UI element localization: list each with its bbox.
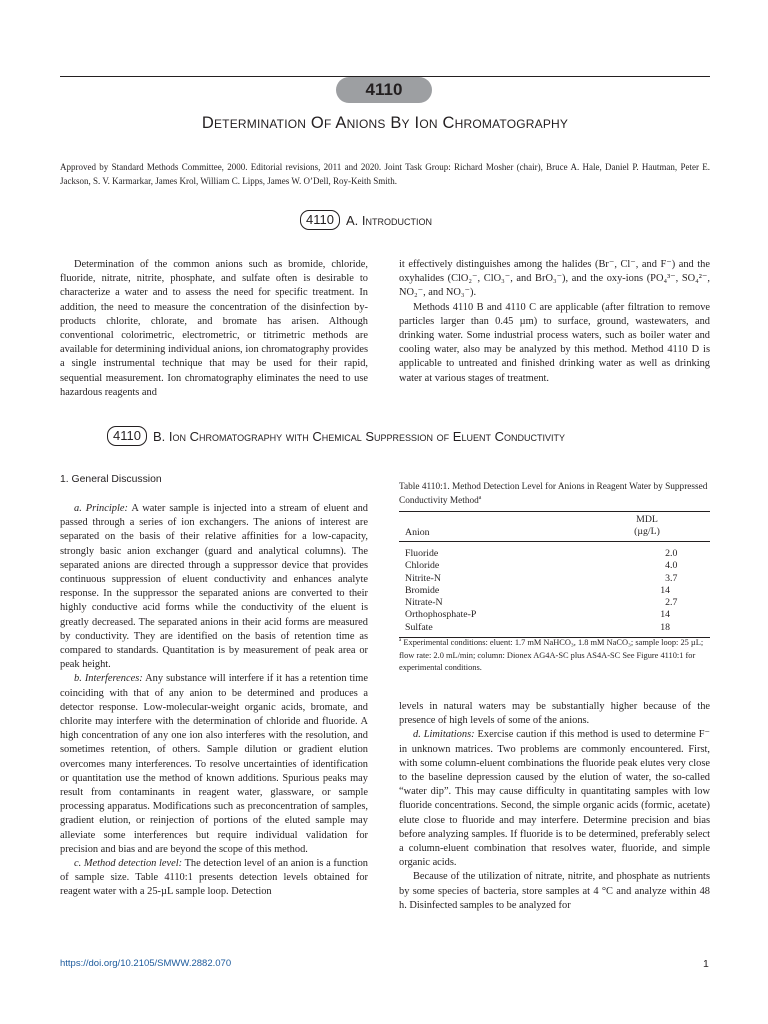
- table-footnote: [399, 637, 710, 675]
- doi-link[interactable]: https://doi.org/10.2105/SMWW.2882.070: [60, 958, 232, 969]
- interferences-label: b. Interferences:: [74, 673, 143, 685]
- principle-text: A water sample is injected into a stream of eluent and passed through a series of ion exchangers. The anions of interest are separated on the basis of their relative affinities for a low-capacity, strongly basic anion exchanger (guard and analytical columns). The separated anions are directed through a suppressor device that provides continuous suppression of eluent conductivity and enhances analyte response. In the suppressor the separated anions are converted to their highly conductive acid forms while the conductivity of the eluent is greatly decreased. The separated anions in their acid forms are measured by conductivity. They are identified on the basis of retention time as compared to standards. Quantitation is by measurement of peak area or peak height.: [60, 503, 368, 671]
- intro-applicability-paragraph: Methods 4110 B and 4110 C are applicable (after filtration to remove particles larger than 0.45 µm) to surface, ground, wastewaters, and drinking water. Some industrial process waters, such as boiler water and cooling water, also may be analyzed by this method. Method 4110 D is applicable to untreated and finished drinking water as well as drinking water at various stages of treatment.: [399, 301, 710, 384]
- section-a-title: A. Introduction: [345, 212, 432, 228]
- table-row: [399, 548, 710, 560]
- mdl-value: [629, 597, 683, 609]
- col-anion-header: Anion: [405, 527, 430, 538]
- mdl-value-int: 2: [665, 597, 670, 609]
- limitations-paragraph: [399, 728, 710, 870]
- detection-levels-continuation: levels in natural waters may be substantially higher because of the presence of high levels of some of the anions.: [399, 701, 710, 727]
- mdl-value: [629, 560, 683, 572]
- intro-ions-paragraph: it effectively distinguishes among the halides (Br⁻, Cl⁻, and F⁻) and the oxyhalides (ClO₂⁻, ClO₃⁻, and BrO₃⁻), and the oxy-ions (PO₄³⁻, SO₄²⁻, NO₂⁻, and NO₃⁻).: [399, 259, 710, 299]
- col-mdl-header: [619, 514, 675, 538]
- table-title-text: Table 4110:1. Method Detection Level for Anions in Reagent Water by Suppressed Conductivity Method: [399, 482, 708, 506]
- table-row: [399, 622, 710, 634]
- method-number-badge: 4110: [336, 77, 432, 103]
- mdl-table: [399, 511, 710, 638]
- principle-paragraph: [60, 502, 368, 672]
- mdl-value-int: 2: [665, 548, 670, 559]
- mdl-value-dec: .0: [670, 548, 678, 559]
- section-a-number: 4110: [300, 210, 340, 230]
- mdl-value-dec: .0: [670, 560, 678, 572]
- intro-paragraph: Determination of the common anions such as bromide, chloride, fluoride, nitrate, nitrite, phosphate, and sulfate often is desirable to characterize a water and to assess the need for specific treatment. In addition, the need to measure the concentration of the disinfection by-products chlorite, chlorate, and bromate has arisen. Although conventional colorimetric, electrometric, or titrimetric methods are available for determining individual anions, ion chromatography provides a single instrumental technique that may be used for their rapid, sequential measurement. Ion chromatography eliminates the need to use hazardous reagents and: [60, 259, 368, 398]
- intro-right-column: [399, 258, 710, 386]
- mdl-label: c. Method detection level:: [74, 858, 183, 870]
- table-body: [399, 542, 710, 637]
- page-number: 1: [703, 958, 709, 970]
- table-row: [399, 585, 710, 597]
- section-b-number: 4110: [107, 426, 147, 446]
- general-discussion-right-column: [399, 700, 710, 913]
- mdl-text: The detection level of an anion is a function of sample size. Table 4110:1 presents detection levels obtained for reagent water with a 25-µL sample loop. Detection: [60, 858, 368, 898]
- principle-label: a. Principle:: [74, 503, 128, 514]
- mdl-value: [629, 585, 683, 597]
- mdl-value: [629, 622, 683, 634]
- limitations-label: d. Limitations:: [413, 729, 475, 741]
- table-header: [399, 512, 710, 541]
- anion-name: Orthophosphate-P: [405, 609, 477, 621]
- col-mdl-label: MDL: [636, 514, 658, 525]
- anion-name: Sulfate: [405, 621, 433, 633]
- table-row: [399, 609, 710, 621]
- anion-name: Fluoride: [405, 548, 439, 559]
- nutrients-paragraph: Because of the utilization of nitrate, nitrite, and phosphate as nutrients by some species of bacteria, store samples at 4 °C and analyze within 48 h. Disinfected samples to be analyzed for: [399, 871, 710, 911]
- table-footnote-text: Experimental conditions: eluent: 1.7 mM NaHCO₃, 1.8 mM NaCO₃; sample loop: 25 µL; flow rate: 2.0 mL/min; column: Dionex AG4A-SC plus AS4A-SC See Figure 4110:1 for experimental conditions.: [399, 638, 704, 672]
- mdl-value-dec: .7: [670, 597, 678, 609]
- mdl-value-int: 4: [665, 560, 670, 572]
- mdl-value-dec: .7: [670, 572, 678, 584]
- interferences-text: Any substance will interfere if it has a retention time coinciding with that of any anion to be determined and produces a detector response. Low-molecular-weight organic acids, bromate, and chlorite may interfere with the determination of chloride and fluoride. A high concentration of any one ion also interferes with the resolution, and sometimes retention, of others. Sample dilution or gradient elution overcomes many interferences. To resolve uncertainties of identification or quantitation use the method of known additions. Spurious peaks may result from contaminants in reagent water, glassware, or sample processing apparatus. Modifications such as preconcentration of samples, gradient elution, or reinjection of portions of the eluted sample may alleviate some interferences but require individual validation for precision and bias and are beyond the scope of this method.: [60, 673, 369, 855]
- mdl-paragraph: [60, 857, 368, 900]
- intro-left-column: [60, 258, 368, 400]
- table-title-note-mark: a: [478, 494, 482, 501]
- mdl-value-int: 18: [660, 621, 670, 633]
- anion-name: Chloride: [405, 560, 440, 572]
- table-row: [399, 597, 710, 609]
- general-discussion-heading: 1. General Discussion: [60, 474, 162, 485]
- section-a-heading: [300, 210, 432, 230]
- mdl-value-int: 14: [660, 584, 670, 596]
- mdl-value-int: 3: [665, 572, 670, 584]
- limitations-text: Exercise caution if this method is used to determine F⁻ in unknown matrices. Two problems are commonly encountered. First, with some column-eluent combinations the fluoride peak elutes very close to the baseline depression caused by the elution of water, the so-called “water dip”. This may cause difficulty in quantitating samples with low fluoride concentrations. Second, the simple organic acids (formic, acetate) elute close to fluoride and may interfere. Determine precision and bias before analyzing samples. If fluoride is to be determined, preferably select a column-eluent combination that resolves water, fluoride, and simple organic acids.: [399, 729, 710, 869]
- anion-name: Nitrate-N: [405, 597, 443, 609]
- table-row: [399, 573, 710, 585]
- mdl-value-int: 14: [660, 609, 670, 621]
- anion-name: Nitrite-N: [405, 572, 441, 584]
- anion-name: Bromide: [405, 584, 440, 596]
- approval-note: Approved by Standard Methods Committee, 2000. Editorial revisions, 2011 and 2020. Joint Task Group: Richard Mosher (chair), Bruce A. Hale, Daniel P. Hautman, Peter E. Jackson, S. V. Karmarkar, James Krol, William C. Lipps, James W. O’Dell, Roy-Keith Smith.: [60, 162, 710, 186]
- table-title: [399, 480, 710, 508]
- section-b-heading: [107, 426, 565, 446]
- mdl-value: [629, 609, 683, 621]
- mdl-value: [629, 573, 683, 585]
- general-discussion-left-column: [60, 502, 368, 900]
- table-row: [399, 560, 710, 572]
- section-b-title: B. Ion Chromatography with Chemical Suppression of Eluent Conductivity: [152, 428, 565, 444]
- interferences-paragraph: [60, 672, 368, 857]
- col-mdl-unit: (µg/L): [634, 526, 660, 537]
- page-title: Determination Of Anions By Ion Chromatography: [201, 114, 569, 132]
- mdl-value: [629, 548, 683, 560]
- table-footnote-mark: a: [399, 637, 402, 644]
